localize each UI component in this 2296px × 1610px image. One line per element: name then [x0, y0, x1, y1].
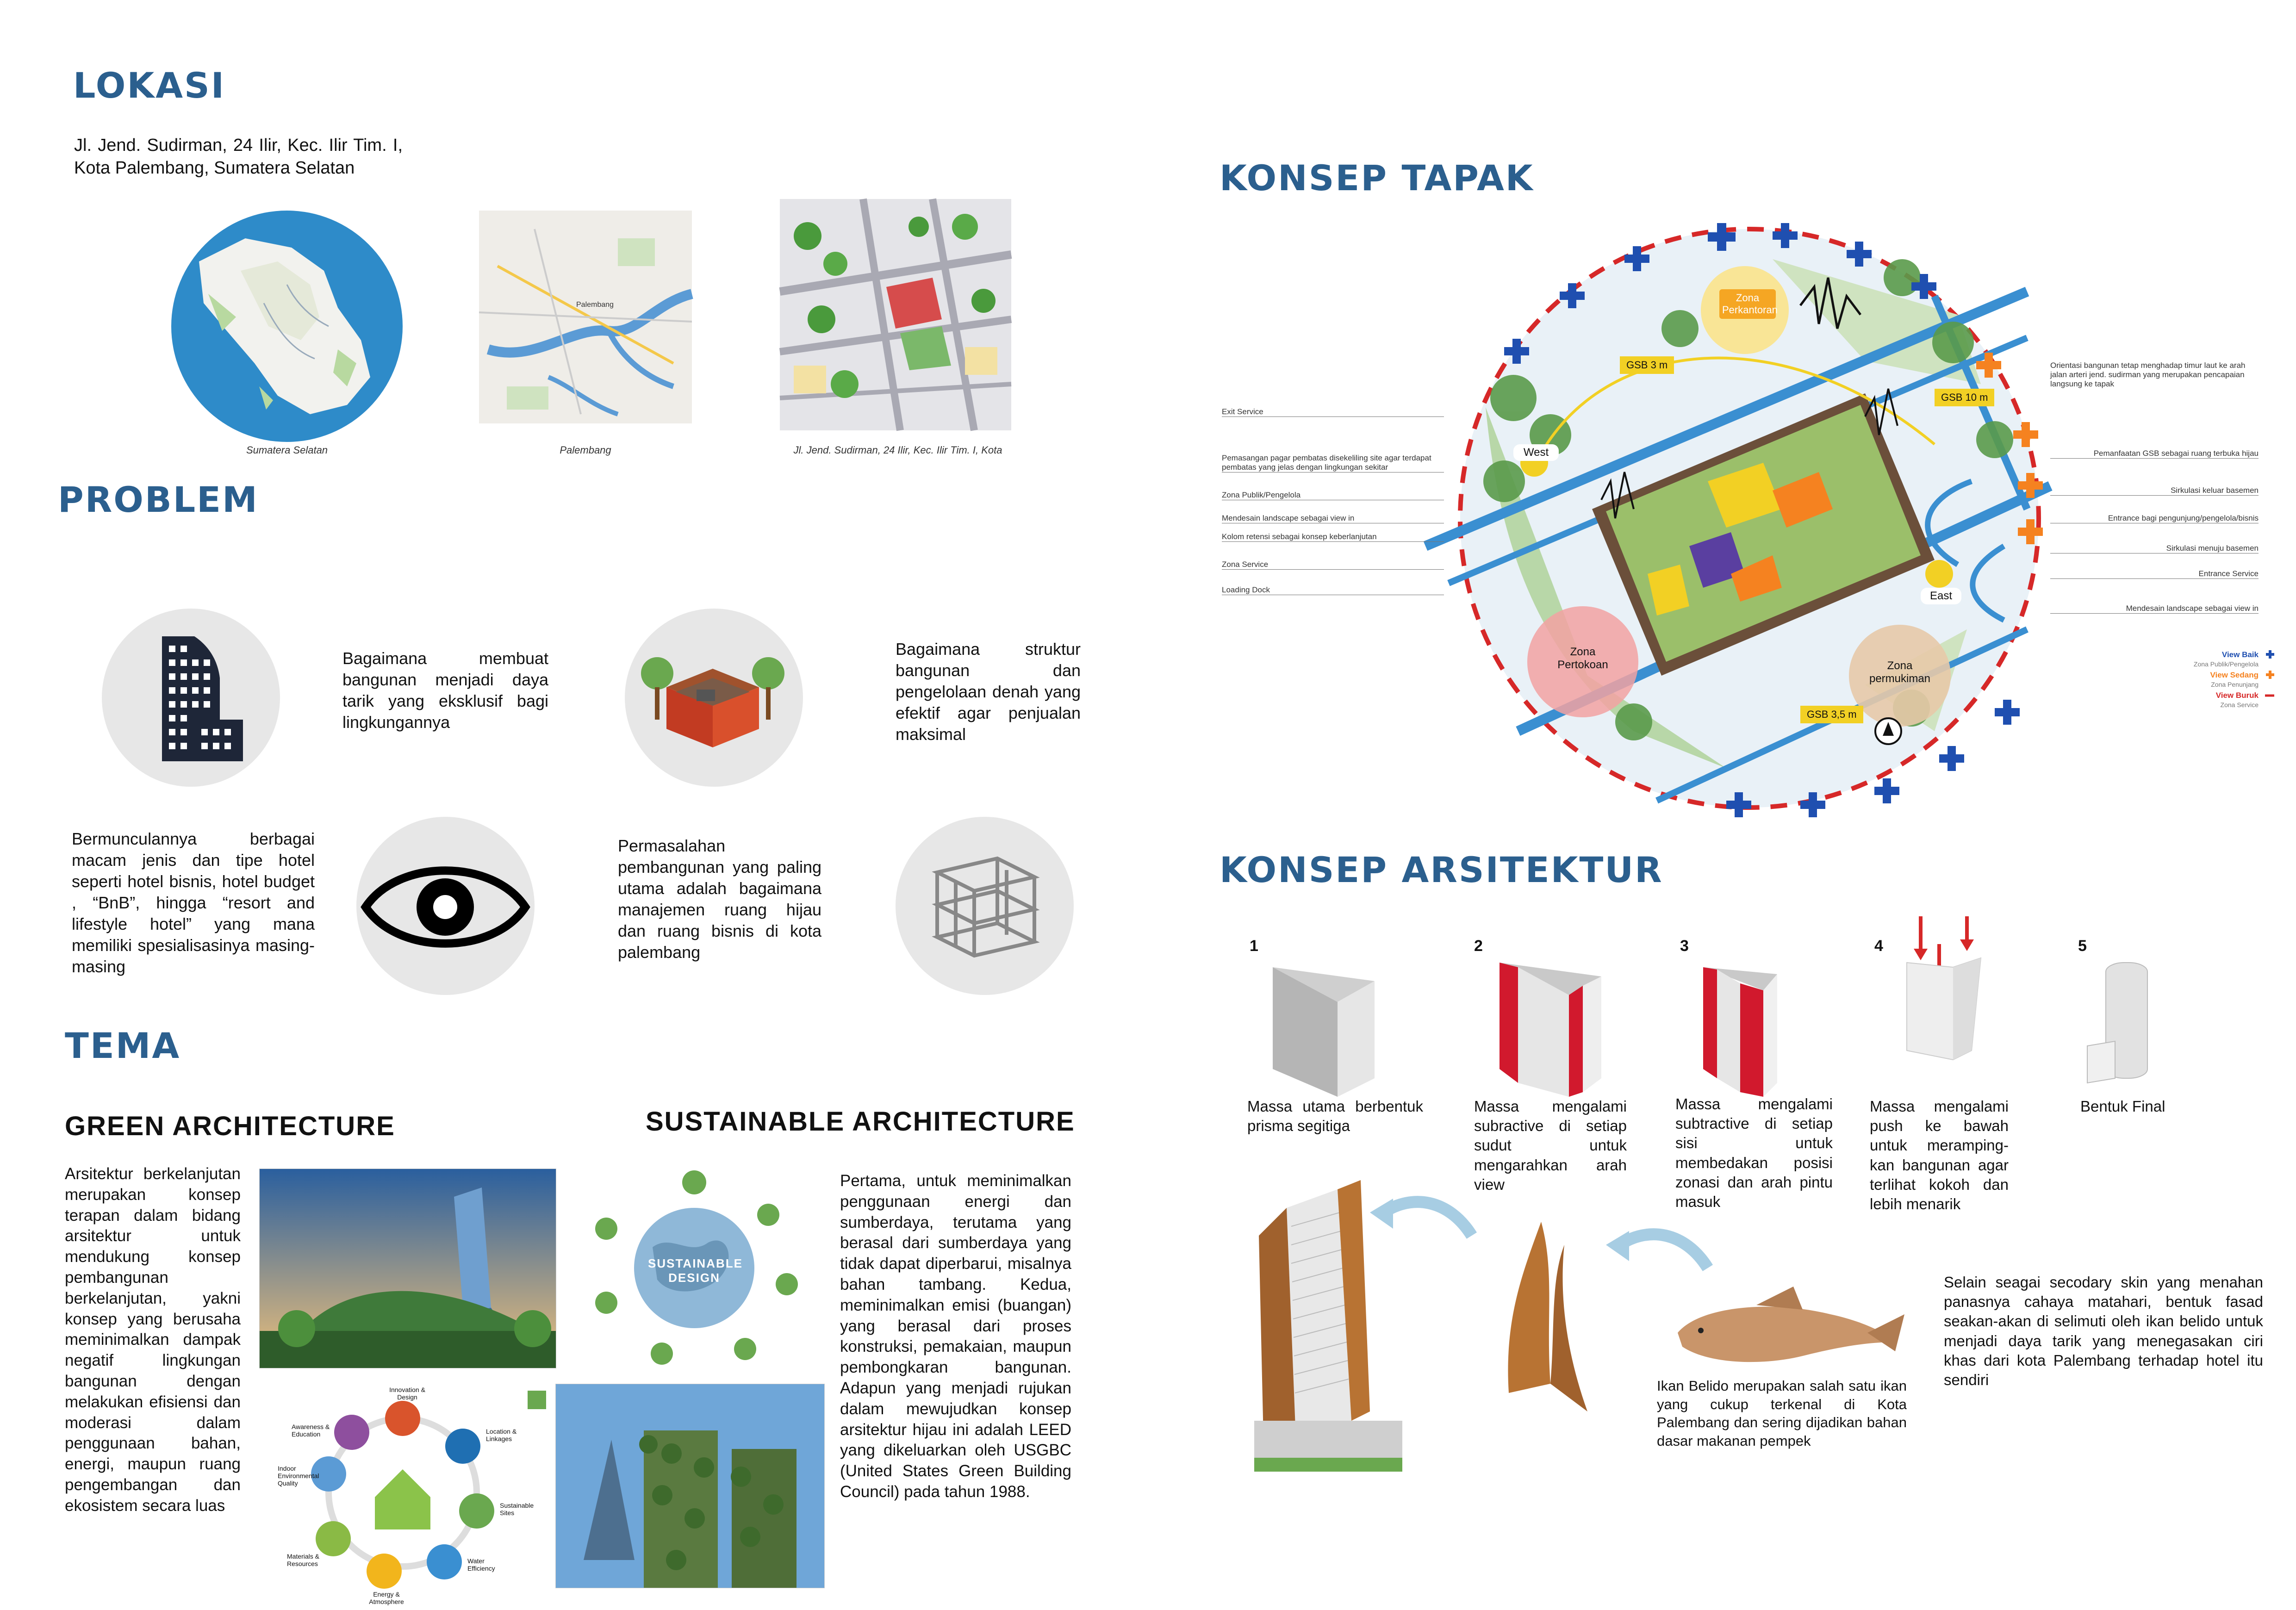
- mass-step-5: [2078, 953, 2171, 1092]
- legend-view-buruk: View Buruk: [2215, 691, 2259, 700]
- step-num-4: 4: [1874, 937, 1883, 955]
- legend-zona-publik: Zona Publik/Pengelola: [2193, 660, 2259, 668]
- gsb-label-3: GSB 3,5 m: [1800, 706, 1863, 723]
- zone-label-permukiman: Zona permukiman: [1869, 659, 1931, 685]
- site-plan-diagram: [1449, 222, 2050, 824]
- sustainable-architecture-text: Pertama, untuk meminimalkan penggunaan energi dan sumberdaya, terutama yang berasal dari sumberdaya yang tidak dapat diperbarui, misalnya bahan tambang. Kedua, meminimalkan emisi (buangan) yang berasal dari proses konstruksi, pemakaian, maupun pembongkaran bangunan. Adapun yang menjadi rujukan dalam mewujudkan konsep arsitektur hijau ini adalah LEED yang dikeluarkan oleh USGBC (United States Green Building Council) pada tahun 1988.: [840, 1172, 1071, 1501]
- direction-east: East: [1921, 588, 1961, 604]
- step-num-3: 3: [1680, 937, 1689, 955]
- mass-step-1: [1268, 958, 1388, 1097]
- site-left-label-3: Mendesain landscape sebagai view in: [1222, 514, 1444, 523]
- problem-icon-circle-1: [102, 609, 280, 787]
- site-right-label-3: Entrance bagi pengunjung/pengelola/bisnis: [2050, 514, 2259, 523]
- site-left-label-0: Exit Service: [1222, 407, 1444, 417]
- legend-view-baik: View Baik: [2221, 650, 2259, 659]
- sustainable-design-graphic: [569, 1164, 819, 1372]
- zone-label-perkantoran: Zona Perkantoran: [1719, 289, 1776, 319]
- step-text-5: Bentuk Final: [2080, 1098, 2165, 1115]
- site-legend: [2120, 650, 2277, 720]
- leed-label-2: Sustainable Sites: [500, 1502, 534, 1517]
- belido-fish: [1664, 1277, 1904, 1379]
- leed-label-5: Materials & Resources: [287, 1553, 320, 1567]
- curved-arrow-1: [1365, 1185, 1476, 1240]
- gsb-label-1: GSB 3 m: [1620, 356, 1674, 374]
- tema-title: TEMA: [65, 1025, 181, 1066]
- lokasi-title: LOKASI: [73, 65, 226, 106]
- mass-step-4: [1888, 916, 1999, 1064]
- green-building-photo: [259, 1169, 556, 1368]
- gsb-label-2: GSB 10 m: [1935, 389, 1994, 406]
- sustainable-design-label: SUSTAINABLE DESIGN: [648, 1256, 743, 1285]
- step-text-1: Massa utama berbentuk prisma segitiga: [1247, 1098, 1423, 1135]
- site-left-label-2: Zona Publik/Pengelola: [1222, 491, 1444, 500]
- legend-view-sedang: View Sedang: [2210, 671, 2259, 679]
- leed-label-3: Water Efficiency: [467, 1557, 495, 1572]
- step-text-3: Massa mengalami subtractive di setiap sisi untuk membedakan posisi zonasi dan arah pintu masuk: [1675, 1095, 1833, 1211]
- step-text-2: Massa mengalami subractive di setiap sudut untuk mengarahkan arah view: [1474, 1098, 1627, 1193]
- site-right-label-2: Sirkulasi keluar basemen: [2050, 486, 2259, 496]
- legend-cross-blue: [2266, 650, 2274, 659]
- konsep-arsitektur-title: KONSEP ARSITEKTUR: [1220, 849, 1663, 890]
- leed-diagram: [259, 1381, 555, 1605]
- problem-icon-circle-2: [625, 609, 803, 787]
- leed-label-4: Energy & Atmosphere: [369, 1591, 404, 1605]
- room-with-trees-icon: [625, 609, 803, 787]
- mass-step-2: [1490, 953, 1620, 1101]
- skin-text: Selain seagai secodary skin yang menahan panasnya cahaya matahari, bentuk fasad seakan-akan di selimuti oleh ikan belido untuk menjadi daya tarik yang menegasakan ciri khas dari kota Palembang terhadap hotel itu sendiri: [1944, 1274, 2263, 1389]
- vertical-forest-photo: [555, 1384, 825, 1588]
- sustainable-architecture-title: SUSTAINABLE ARCHITECTURE: [646, 1106, 1075, 1137]
- step-text-4: Massa mengalami push ke bawah untuk meramping-kan bangunan agar terlihat kokoh dan lebih menarik: [1870, 1098, 2009, 1213]
- site-left-label-5: Zona Service: [1222, 560, 1444, 570]
- problem-text-1: Bagaimana membuat bangunan menjadi daya tarik yang eksklusif bagi lingkungannya: [342, 649, 548, 732]
- problem-icon-circle-4: [896, 817, 1074, 995]
- leed-label-1: Location & Linkages: [486, 1428, 517, 1442]
- site-right-label-5: Entrance Service: [2050, 569, 2259, 579]
- legend-cross-orange: [2266, 671, 2274, 679]
- secondary-skin: [1495, 1217, 1597, 1411]
- site-left-label-1: Pemasangan pagar pembatas disekeliling site agar terdapat pembatas yang jelas dengan lingkungan sekitar: [1222, 454, 1444, 472]
- problem-icon-circle-3: [356, 817, 535, 995]
- legend-zona-service: Zona Service: [2220, 701, 2259, 709]
- step-num-2: 2: [1474, 937, 1483, 955]
- problem-text-4: Permasalahan pembangunan yang paling utama adalah bagaimana manajemen ruang hijau dan ruang bisnis di kota palembang: [618, 836, 821, 962]
- map-caption-3: Jl. Jend. Sudirman, 24 Ilir, Kec. Ilir Tim. I, Kota: [793, 444, 1002, 456]
- site-right-label-0: Orientasi bangunan tetap menghadap timur laut ke arah jalan arteri jend. sudirman yang merupakan pencapaian langsung ke tapak: [2050, 361, 2246, 388]
- konsep-tapak-title: KONSEP TAPAK: [1220, 157, 1534, 199]
- map-palembang-label: Palembang: [576, 301, 614, 309]
- leed-label-0: Innovation & Design: [389, 1386, 425, 1401]
- mass-step-3: [1694, 958, 1786, 1101]
- site-right-label-4: Sirkulasi menuju basemen: [2050, 544, 2259, 553]
- lokasi-address: Jl. Jend. Sudirman, 24 Ilir, Kec. Ilir Tim. I, Kota Palembang, Sumatera Selatan: [74, 136, 403, 178]
- map-sumatera-selatan: [171, 211, 403, 442]
- curved-arrow-2: [1601, 1217, 1712, 1273]
- leed-label-6: Indoor Environmental Quality: [278, 1465, 319, 1487]
- leed-label-7: Awareness & Education: [292, 1423, 330, 1438]
- map-site: [780, 199, 1011, 430]
- map-caption-2: Palembang: [560, 444, 611, 456]
- zone-label-pertokoan: Zona Pertokoan: [1557, 646, 1608, 671]
- building-icon: [102, 609, 280, 787]
- map-palembang: [479, 211, 692, 423]
- legend-zona-penunjang: Zona Penunjang: [2211, 681, 2259, 688]
- site-left-label-4: Kolom retensi sebagai konsep keberlanjutan: [1222, 532, 1444, 542]
- site-right-label-6: Mendesain landscape sebagai view in: [2050, 604, 2259, 614]
- direction-west: West: [1513, 444, 1559, 461]
- step-num-1: 1: [1250, 937, 1258, 955]
- structure-frame-icon: [896, 817, 1074, 995]
- problem-title: PROBLEM: [58, 479, 259, 520]
- map-caption-1: Sumatera Selatan: [246, 444, 328, 456]
- fish-text: Ikan Belido merupakan salah satu ikan yang cukup terkenal di Kota Palembang dan sering dijadikan bahan dasar makanan pempek: [1657, 1378, 1907, 1449]
- site-right-label-1: Pemanfaatan GSB sebagai ruang terbuka hijau: [2050, 449, 2259, 459]
- problem-text-3: Bermunculannya berbagai macam jenis dan tipe hotel seperti hotel bisnis, hotel budget , “BnB”, hingga “resort and lifestyle hotel” yang mana memiliki spesialisasinya masing-masing: [72, 829, 315, 976]
- problem-text-2: Bagaimana struktur bangunan dan pengelolaan denah yang efektif agar penjualan maksimal: [896, 640, 1081, 744]
- eye-icon: [356, 817, 535, 995]
- step-num-5: 5: [2078, 937, 2087, 955]
- green-architecture-title: GREEN ARCHITECTURE: [65, 1111, 395, 1141]
- site-left-label-6: Loading Dock: [1222, 585, 1444, 595]
- green-architecture-text: Arsitektur berkelanjutan merupakan konsep terapan dalam bidang arsitektur untuk mendukung konsep pembangunan berkelanjutan, yakni konsep yang berusaha meminimalkan dampak negatif lingkungan bangunan dengan melakukan efisiensi dan moderasi dalam penggunaan bahan, energi, maupun ruang pengembangan dan ekosistem secara luas: [65, 1165, 241, 1515]
